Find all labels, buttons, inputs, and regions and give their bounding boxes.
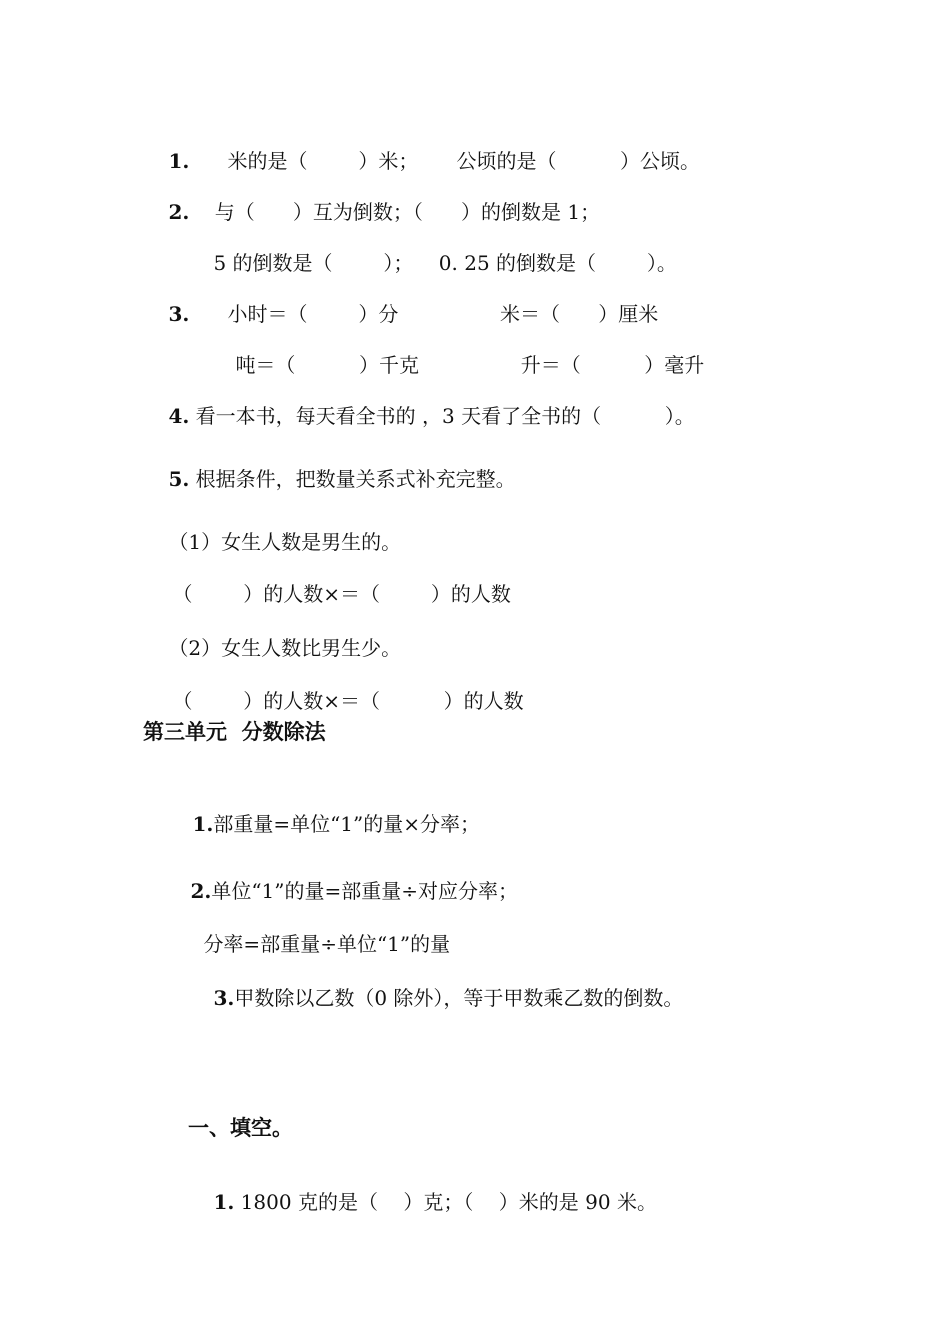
question-text: 与（ ）互为倒数；（ ）的倒数是 1；: [189, 200, 601, 224]
question-text: 米的是（ ）米； 公顷的是（ ）公顷。: [189, 149, 701, 173]
question-text: （ ）的人数×＝（ ）的人数: [172, 582, 511, 606]
question-number: 4.: [168, 404, 190, 428]
exercise-number: 1.: [213, 1190, 235, 1214]
rule-number: 1.: [192, 812, 214, 836]
question-5: [143, 443, 516, 515]
question-number: 1.: [168, 149, 190, 173]
question-text: （1）女生人数是男生的。: [168, 530, 402, 554]
rule-text: 甲数除以乙数（0 除外），等于甲数乘乙数的倒数。: [234, 986, 684, 1010]
question-number: 2.: [168, 200, 190, 224]
rule-3: [188, 962, 683, 1034]
question-text: （2）女生人数比男生少。: [168, 636, 402, 660]
question-text: （ ）的人数×＝（ ）的人数: [172, 689, 524, 713]
rule-text: 部重量=单位“1”的量×分率；: [213, 812, 481, 836]
section-title: 第三单元 分数除法: [143, 720, 326, 744]
exercise-title: 一、填空。: [188, 1116, 293, 1140]
rule-number: 2.: [190, 879, 212, 903]
exercise-text: 1800 克的是（ ）克；（ ）米的是 90 米。: [234, 1190, 657, 1214]
question-text: 看一本书，每天看全书的 ，3 天看了全书的（ ）。: [189, 404, 695, 428]
rule-number: 3.: [213, 986, 235, 1010]
rule-1: [167, 788, 480, 860]
question-4: [143, 380, 695, 452]
question-text: 小时＝（ ）分 米＝（ ）厘米: [189, 302, 659, 326]
question-number: 3.: [168, 302, 190, 326]
question-text: 吨＝（ ）千克 升＝（ ）毫升: [235, 353, 705, 377]
question-number: 5.: [168, 467, 190, 491]
exercise-item-1: [188, 1166, 657, 1238]
rule-text: 单位“1”的量=部重量÷对应分率；: [211, 879, 519, 903]
rule-text: 分率=部重量÷单位“1”的量: [203, 932, 451, 956]
question-text: 5 的倒数是（ ）； 0. 25 的倒数是（ ）。: [213, 251, 677, 275]
question-text: 根据条件，把数量关系式补充完整。: [189, 467, 516, 491]
